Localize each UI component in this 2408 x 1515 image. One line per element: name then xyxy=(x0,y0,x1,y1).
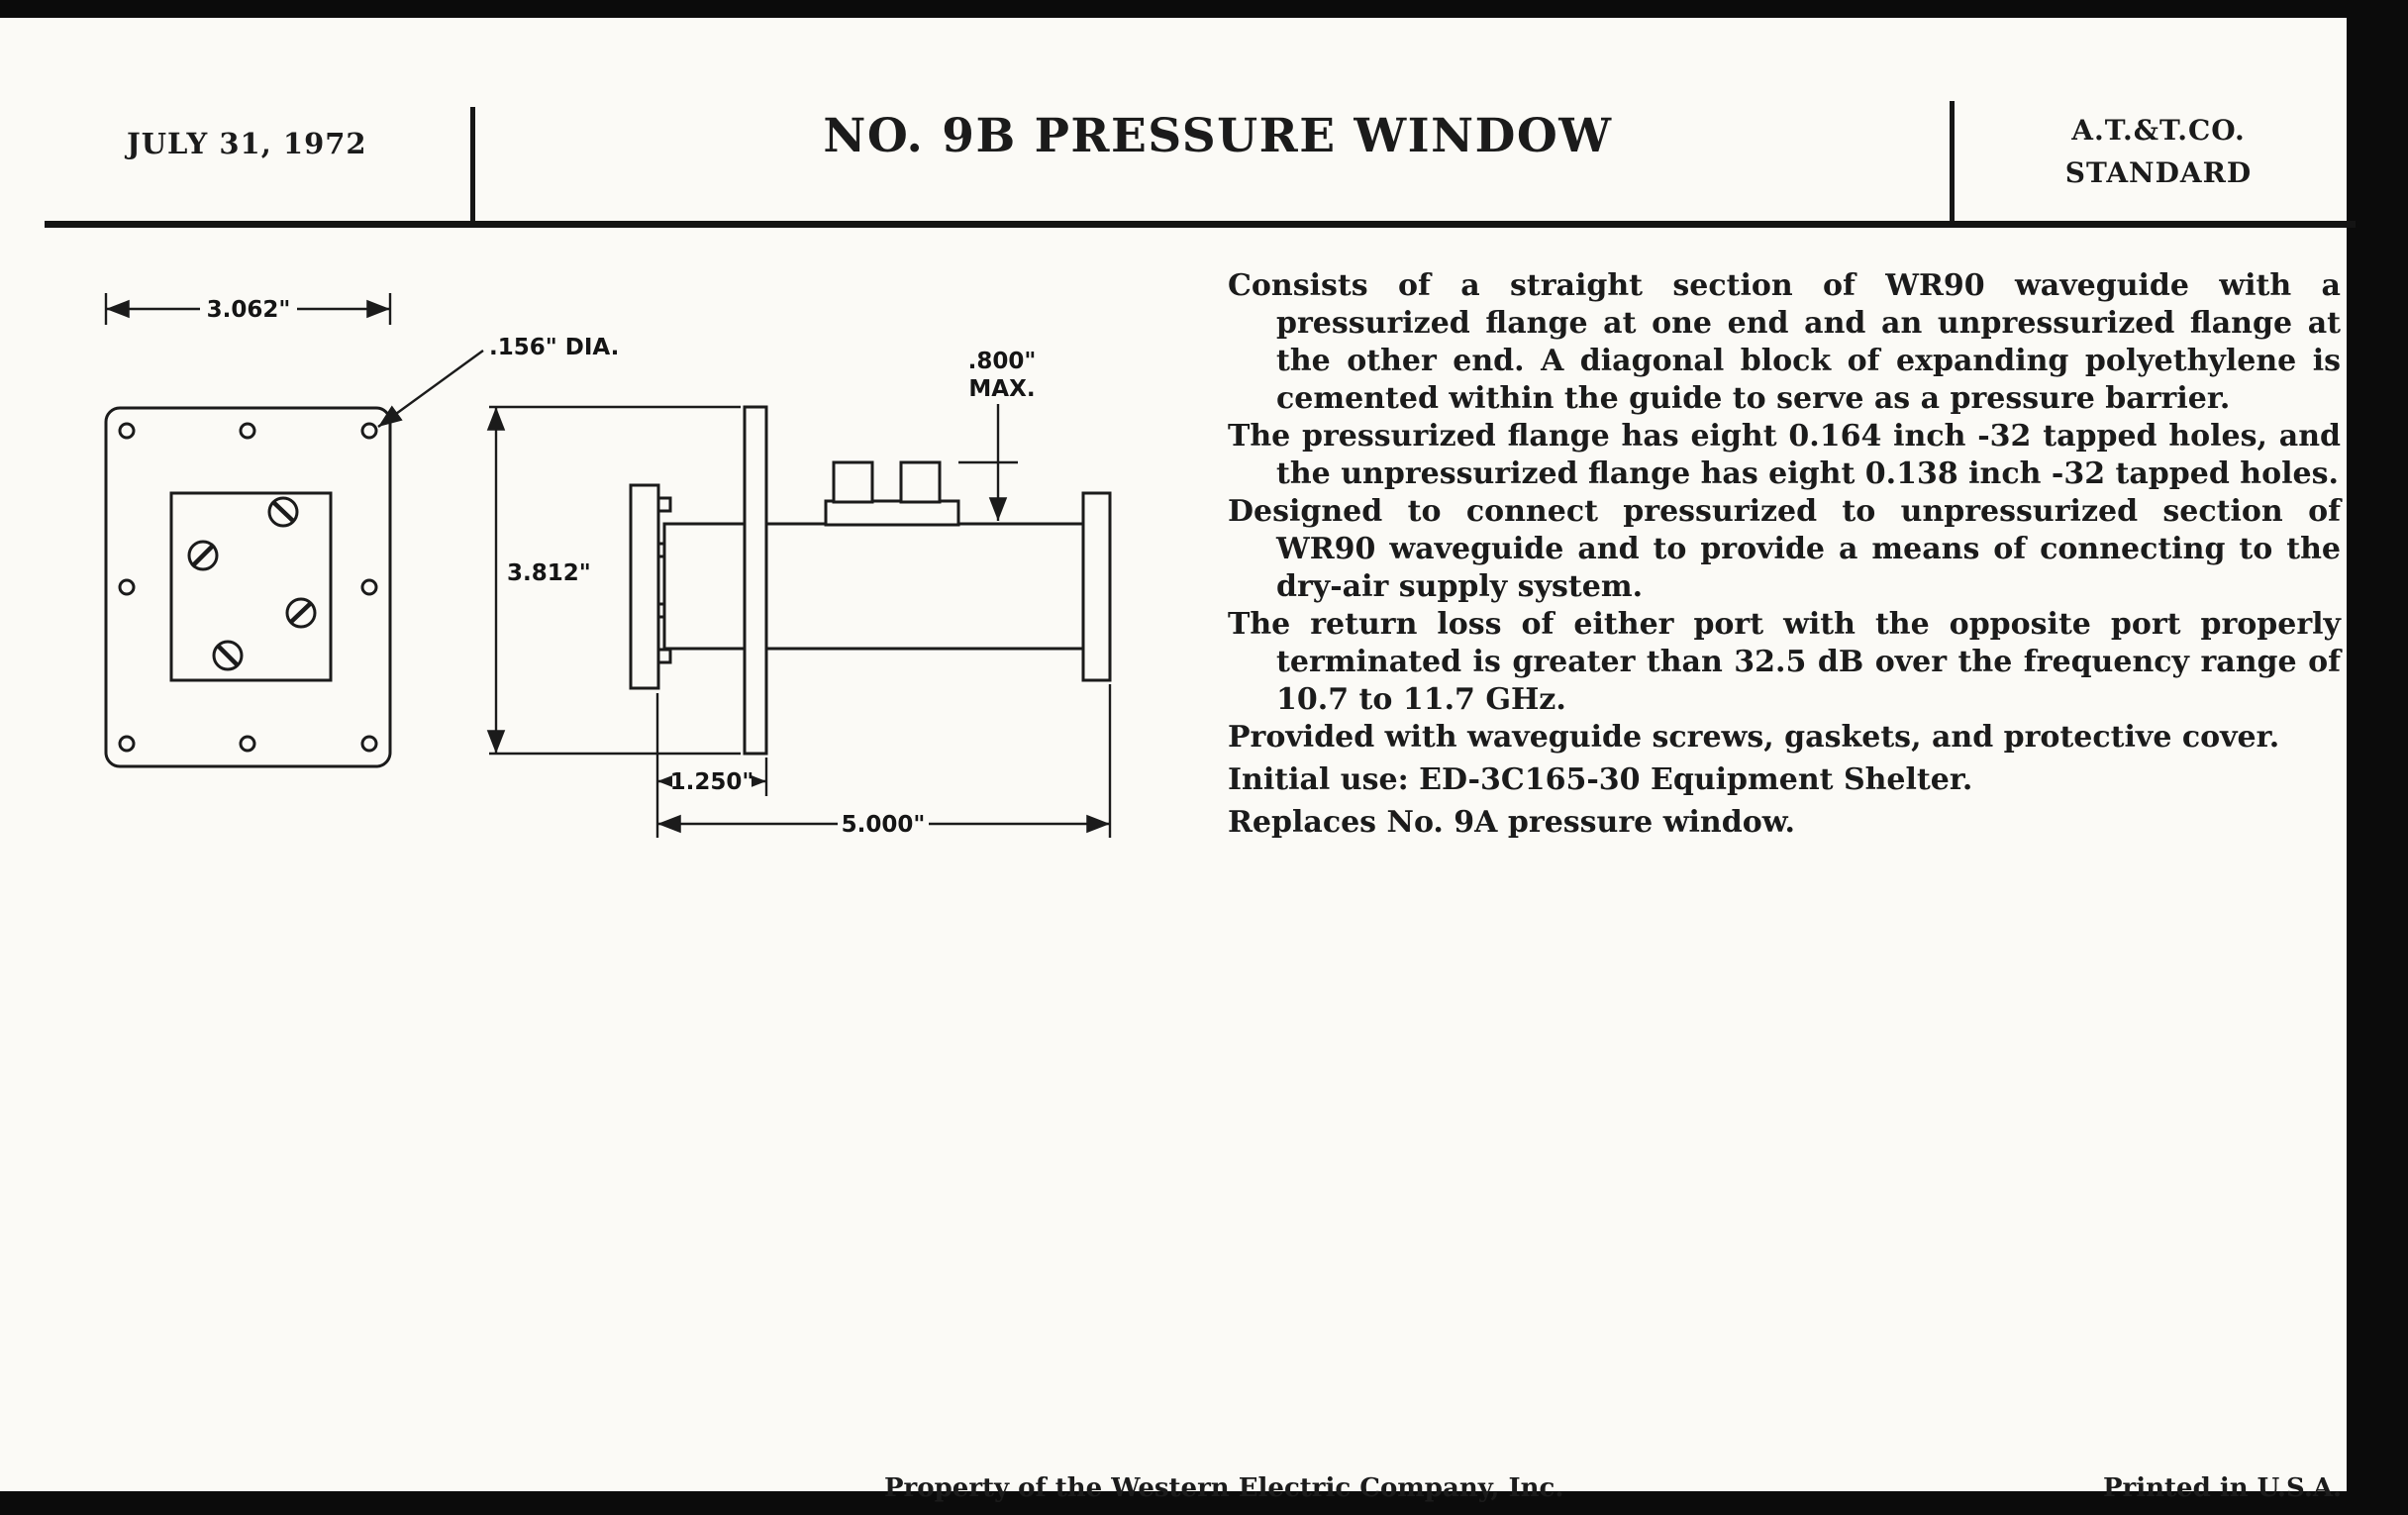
bolt-hole xyxy=(241,424,254,438)
page-title: NO. 9B PRESSURE WINDOW xyxy=(823,109,1613,163)
paragraph-tapped-holes: The pressurized flange has eight 0.164 inch -32 tapped holes, and the unpressurized flange has eight 0.138 inch -32 tapped holes. xyxy=(1228,419,2341,491)
dimension-width xyxy=(106,293,390,325)
header-divider-right xyxy=(1950,101,1955,223)
paragraph-initial-use: Initial use: ED-3C165-30 Equipment Shelter. xyxy=(1228,762,1973,797)
fitting-base xyxy=(826,501,958,525)
dim-height-label: 3.812" xyxy=(507,560,591,586)
standard-line-1: A.T.&T.CO. xyxy=(2071,114,2246,147)
flange-boss xyxy=(658,650,670,662)
dim-hole-label: .156" DIA. xyxy=(489,335,620,360)
paragraph-designed: Designed to connect pressurized to unpressurized section of WR90 waveguide and to provide a means of connecting to the dry-air supply system. xyxy=(1228,494,2341,604)
screw xyxy=(189,542,217,569)
bolt-hole xyxy=(362,424,376,438)
air-fitting xyxy=(834,462,872,502)
header-rule xyxy=(45,221,2356,228)
paragraph-provided: Provided with waveguide screws, gaskets, and protective cover. xyxy=(1228,720,2280,755)
document-page xyxy=(0,18,2347,1503)
header-standard-block xyxy=(1985,109,2332,194)
dimension-hole-diameter xyxy=(378,335,619,427)
dim-max-label-2: MAX. xyxy=(968,376,1036,402)
end-flange xyxy=(1083,493,1110,680)
footer-printed-notice: Printed in U.S.A. xyxy=(2103,1473,2343,1503)
screw xyxy=(287,599,315,627)
standard-line-2: STANDARD xyxy=(2064,156,2253,189)
bolt-hole xyxy=(120,580,134,594)
waveguide-body xyxy=(664,524,1083,649)
header-date: JULY 31, 1972 xyxy=(127,127,367,160)
bolt-hole xyxy=(120,737,134,751)
front-view xyxy=(106,408,390,766)
technical-drawing xyxy=(59,285,1188,859)
header-divider-left xyxy=(470,107,475,223)
dim-flange-offset-label: 1.250" xyxy=(669,769,754,795)
pressurized-flange xyxy=(631,485,658,688)
flange-boss xyxy=(658,498,670,511)
description-text xyxy=(1228,267,2341,842)
dimension-overall-length xyxy=(657,684,1110,839)
unpressurized-flange-plate xyxy=(745,407,766,754)
screw xyxy=(269,498,297,526)
bolt-hole xyxy=(120,424,134,438)
dim-width-label: 3.062" xyxy=(206,297,291,323)
paragraph-consists: Consists of a straight section of WR90 waveguide with a pressurized flange at one end and an unpressurized flange at the other end. A diagonal block of expanding polyethylene is cemented within the guide to serve as a pressure barrier. xyxy=(1228,268,2341,416)
bolt-hole xyxy=(241,737,254,751)
paragraph-return-loss: The return loss of either port with the opposite port properly terminated is greater than 32.5 dB over the frequency range of 10.7 to 11.7 GHz. xyxy=(1228,607,2341,717)
waveguide-window xyxy=(171,493,331,680)
dimension-max-height xyxy=(958,349,1036,521)
side-view xyxy=(631,407,1110,754)
bolt-hole xyxy=(362,737,376,751)
bolt-hole xyxy=(362,580,376,594)
paragraph-replaces: Replaces No. 9A pressure window. xyxy=(1228,805,1795,840)
air-fitting xyxy=(901,462,940,502)
screw xyxy=(214,642,242,669)
dim-max-label-1: .800" xyxy=(967,349,1037,374)
dim-overall-length-label: 5.000" xyxy=(841,812,926,838)
footer-property-notice: Property of the Western Electric Company, Inc. xyxy=(884,1473,1564,1503)
